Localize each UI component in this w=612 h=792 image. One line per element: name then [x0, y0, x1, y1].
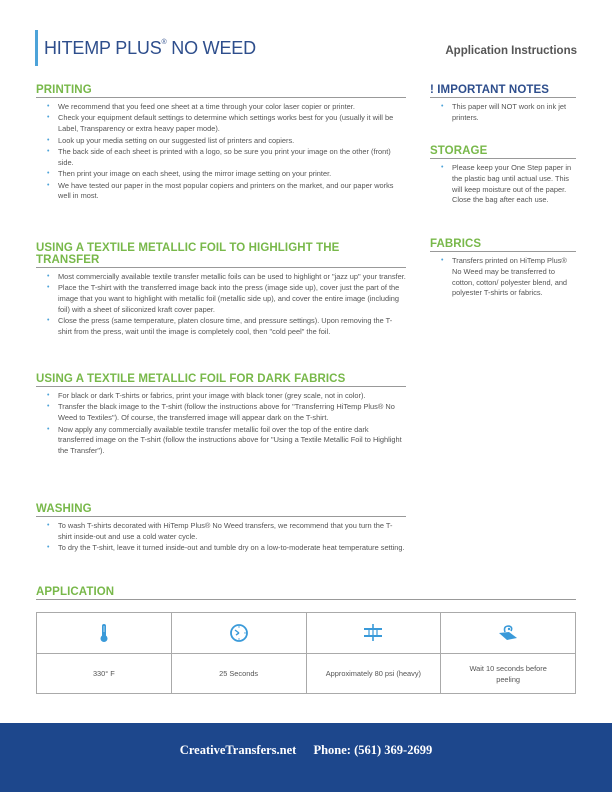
time-value: 25 Seconds [171, 654, 306, 694]
list-item: • Close the press (same temperature, platen closure time, and pressure settings). Upon removing the T-shirt from the press, wait until the image is completely cool, then "cold peel" the foil. [47, 316, 406, 338]
value-row [37, 654, 576, 694]
page-title [44, 38, 256, 59]
website-link[interactable]: CreativeTransfers.net [179, 743, 297, 757]
list-item: • We have tested our paper in the most popular copiers and printers on the market, and our paper works well in most. [47, 181, 406, 203]
clock-icon [171, 613, 306, 654]
pressure-value: Approximately 80 psi (heavy) [306, 654, 441, 694]
phone-number: Phone: (561) 369-2699 [313, 743, 433, 757]
foil-highlight-section [36, 242, 406, 339]
list-item: • Now apply any commercially available textile transfer metallic foil over the top of the entire dark transferred image on the T-shirt (follow the instructions above for "Using a Textile Metallic Foil to Highlight the Transfer"). [47, 425, 406, 457]
fabrics-section [430, 238, 576, 300]
bullet-list [430, 163, 576, 206]
temperature-value: 330° F [37, 654, 172, 694]
list-item: • For black or dark T-shirts or fabrics, print your image with black toner (grey scale, not in color). [47, 391, 406, 402]
page-header [35, 30, 577, 68]
list-item: • The back side of each sheet is printed with a logo, so be sure you print your image on the other (front) side. [47, 147, 406, 169]
page-subtitle: Application Instructions [445, 45, 577, 57]
bullet-list [36, 102, 406, 202]
title-main: HITEMP PLUS [44, 38, 162, 58]
section-heading: APPLICATION [36, 586, 576, 600]
bullet-list [36, 521, 406, 554]
section-heading: USING A TEXTILE METALLIC FOIL TO HIGHLIGHT THE TRANSFER [36, 242, 406, 268]
title-suffix: NO WEED [166, 38, 256, 58]
section-heading: PRINTING [36, 84, 406, 98]
list-item: • Place the T-shirt with the transferred image back into the press (image side up), cover just the part of the image that you want to highlight with metallic foil (metallic side up), and cover the entire image (including foil) with a sheet of siliconized kraft cover paper. [47, 283, 406, 315]
list-item: • Check your equipment default settings to determine which settings works best for you (usually it will be Label, Transparency or extra heavy paper mode). [47, 113, 406, 135]
foil-dark-section [36, 373, 406, 458]
registered-mark: ® [161, 39, 167, 46]
section-heading: STORAGE [430, 145, 576, 159]
list-item: • Most commercially available textile transfer metallic foils can be used to highlight or "jazz up" your transfer. [47, 272, 406, 283]
peel-value: Wait 10 seconds before peeling [441, 654, 576, 694]
section-heading: FABRICS [430, 238, 576, 252]
list-item: • Then print your image on each sheet, using the mirror image setting on your printer. [47, 169, 406, 180]
list-item: • Look up your media setting on our suggested list of printers and copiers. [47, 136, 406, 147]
icon-row [37, 613, 576, 654]
section-heading: ! IMPORTANT NOTES [430, 84, 576, 98]
title-accent-bar [35, 30, 38, 66]
list-item: • Transfers printed on HiTemp Plus® No Weed may be transferred to cotton, cotton/ polyester blend, and polyester T-shirts or fabrics. [441, 256, 576, 299]
application-table [36, 612, 576, 694]
washing-section [36, 503, 406, 555]
list-item: • To wash T-shirts decorated with HiTemp Plus® No Weed transfers, we recommend that you turn the T-shirt inside-out and use a cold water cycle. [47, 521, 406, 543]
bullet-list [430, 256, 576, 299]
application-section [36, 586, 576, 604]
footer [0, 723, 612, 792]
list-item: • We recommend that you feed one sheet at a time through your color laser copier or printer. [47, 102, 406, 113]
footer-contact [0, 743, 612, 758]
bullet-list [36, 272, 406, 338]
printing-section [36, 84, 406, 203]
storage-section [430, 145, 576, 207]
list-item: • This paper will NOT work on ink jet printers. [441, 102, 576, 124]
peel-icon [441, 613, 576, 654]
section-heading: WASHING [36, 503, 406, 517]
bullet-list [430, 102, 576, 124]
bullet-list [36, 391, 406, 457]
list-item: • To dry the T-shirt, leave it turned inside-out and tumble dry on a low-to-moderate heat temperature setting. [47, 543, 406, 554]
important-notes-section [430, 84, 576, 124]
thermometer-icon [37, 613, 172, 654]
section-heading: USING A TEXTILE METALLIC FOIL FOR DARK FABRICS [36, 373, 406, 387]
list-item: • Transfer the black image to the T-shirt (follow the instructions above for "Transferring HiTemp Plus® No Weed to Textiles"). Of course, the transferred image will appear dark on the T-shirt. [47, 402, 406, 424]
press-icon [306, 613, 441, 654]
list-item: • Please keep your One Step paper in the plastic bag until actual use. This will keep moisture out of the paper. Close the bag after each use. [441, 163, 576, 206]
